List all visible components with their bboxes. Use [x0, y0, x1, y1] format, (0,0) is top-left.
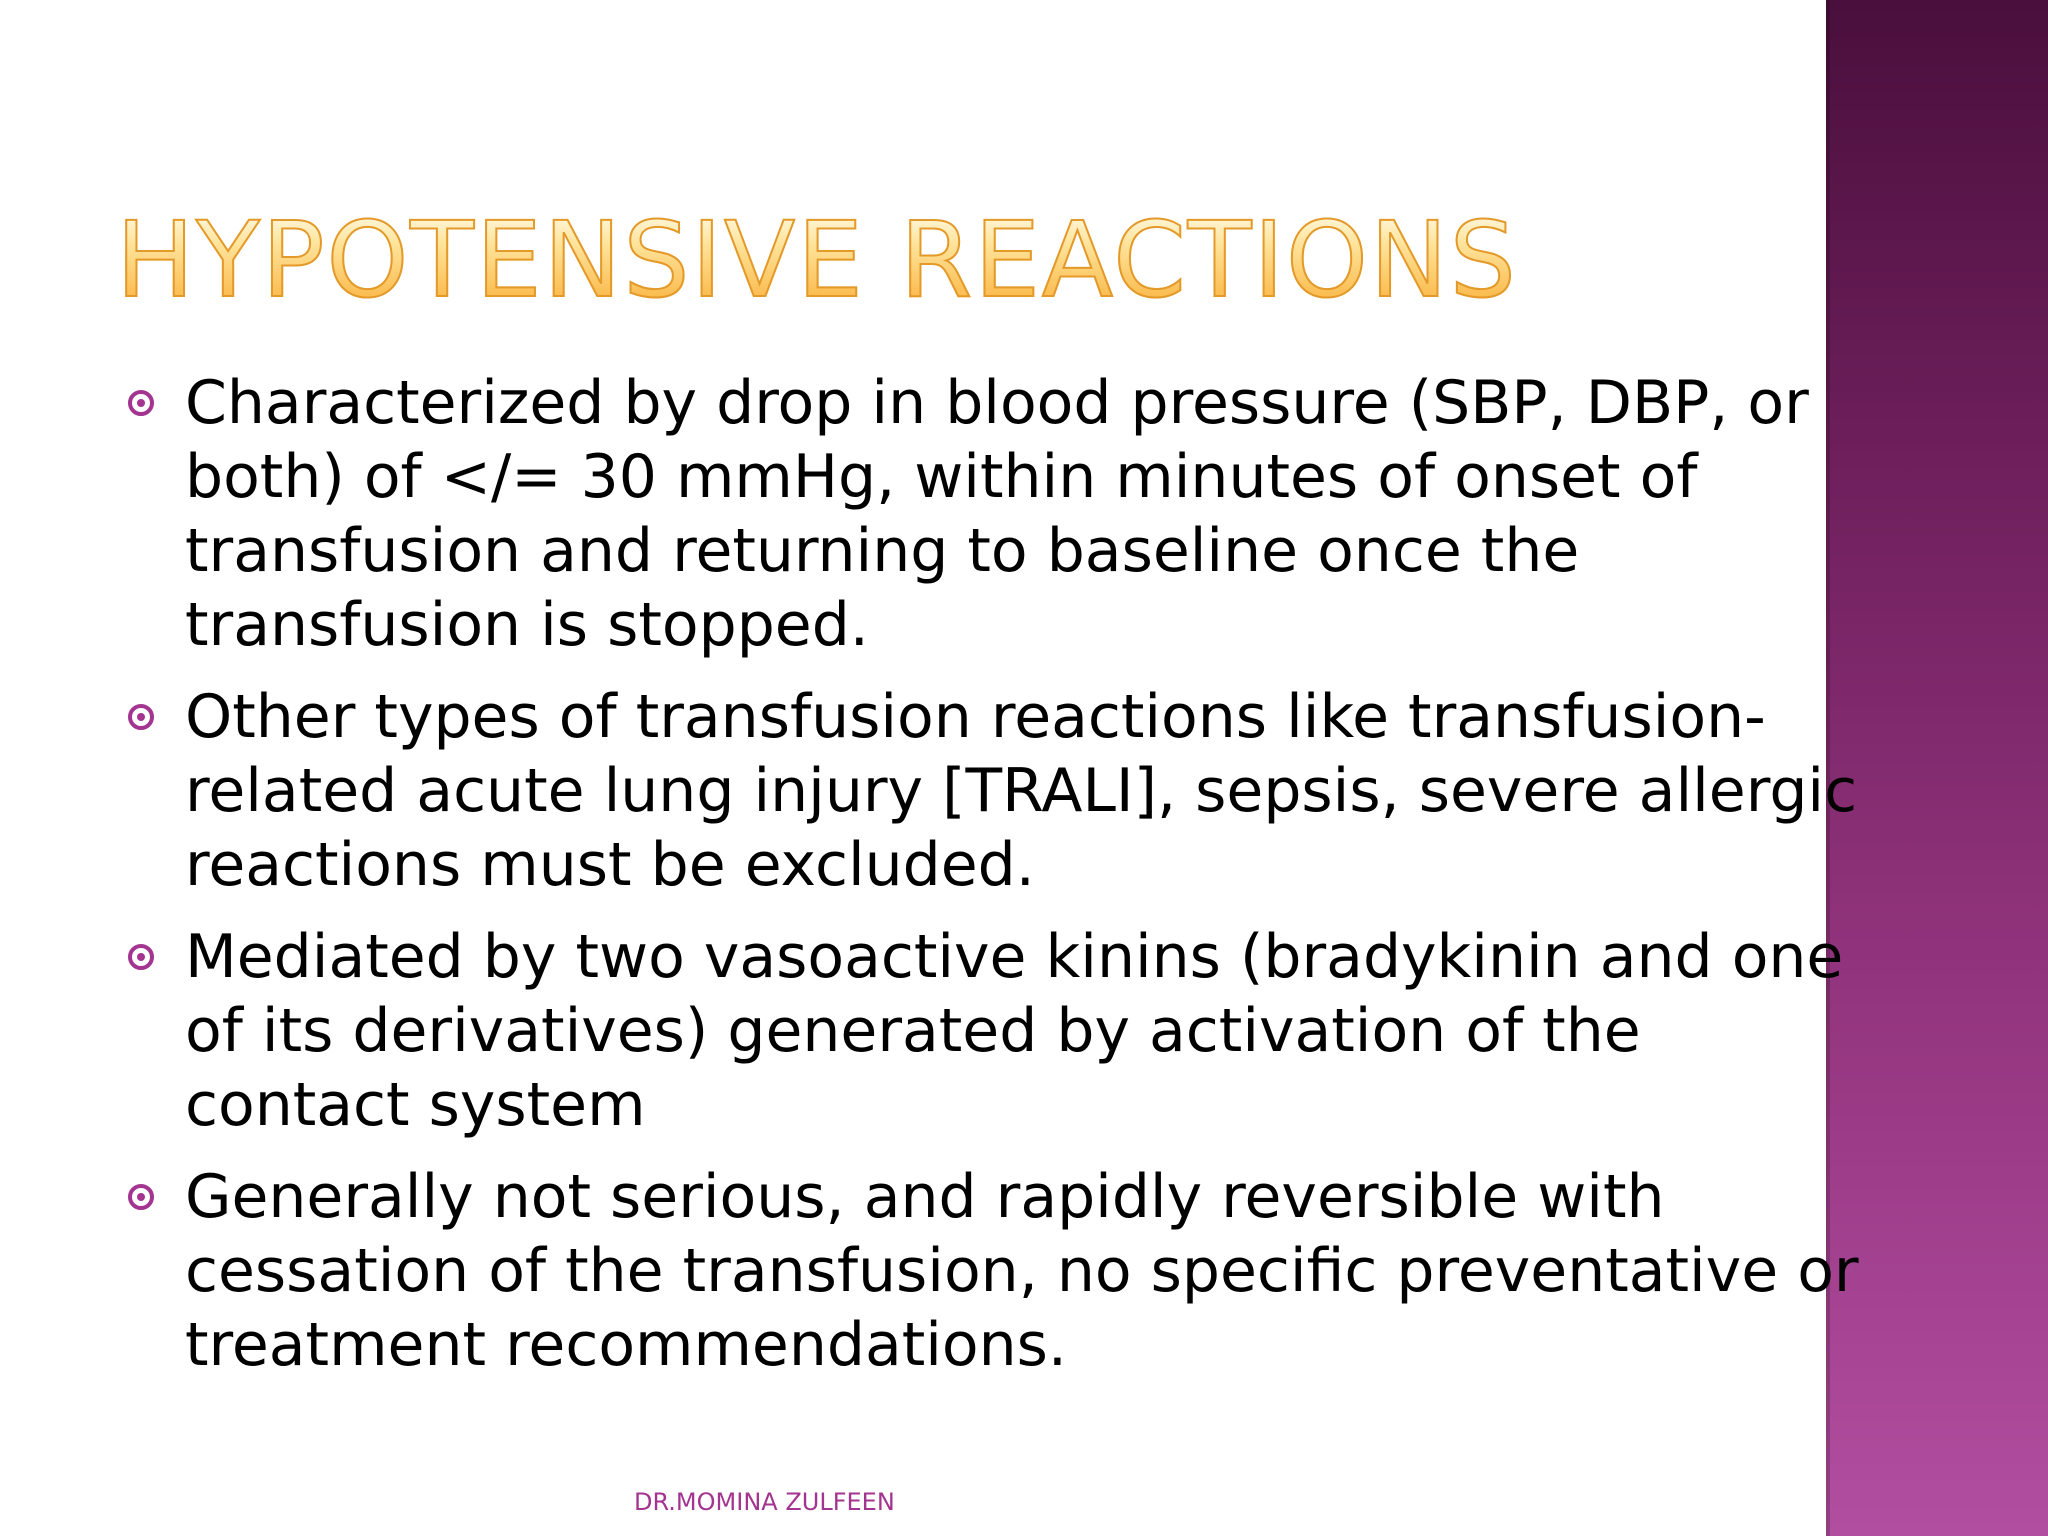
bullet-item [128, 680, 1928, 902]
circle-dot-bullet-icon [128, 944, 154, 970]
bullet-text-line: transfusion and returning to baseline once the [185, 516, 1580, 586]
bullet-text-line: Other types of transfusion reactions like transfusion- [185, 682, 1766, 752]
bullet-list [128, 366, 1928, 1400]
circle-dot-bullet-icon [128, 1184, 154, 1210]
circle-dot-bullet-icon [128, 390, 154, 416]
bullet-text-line: of its derivatives) generated by activation of the [185, 996, 1641, 1066]
bullet-item [128, 920, 1928, 1142]
bullet-text-line: related acute lung injury [TRALI], sepsis, severe allergic [185, 756, 1858, 826]
bullet-text-line: transfusion is stopped. [185, 590, 869, 660]
footer-author: DR.MOMINA ZULFEEN [634, 1488, 895, 1516]
circle-dot-bullet-icon [128, 704, 154, 730]
bullet-text-line: Generally not serious, and rapidly reversible with [185, 1162, 1665, 1232]
bullet-text-line: Characterized by drop in blood pressure (SBP, DBP, or [185, 368, 1809, 438]
bullet-item [128, 366, 1928, 662]
bullet-text-line: both) of </= 30 mmHg, within minutes of onset of [185, 442, 1698, 512]
slide-title: HYPOTENSIVE REACTIONS [116, 199, 1518, 321]
bullet-text-line: Mediated by two vasoactive kinins (bradykinin and one [185, 922, 1844, 992]
bullet-text-line: cessation of the transfusion, no specific preventative or [185, 1236, 1859, 1306]
bullet-text-line: treatment recommendations. [185, 1310, 1067, 1380]
bullet-text-line: reactions must be excluded. [185, 830, 1035, 900]
bullet-text-line: contact system [185, 1070, 646, 1140]
bullet-item [128, 1160, 1928, 1382]
